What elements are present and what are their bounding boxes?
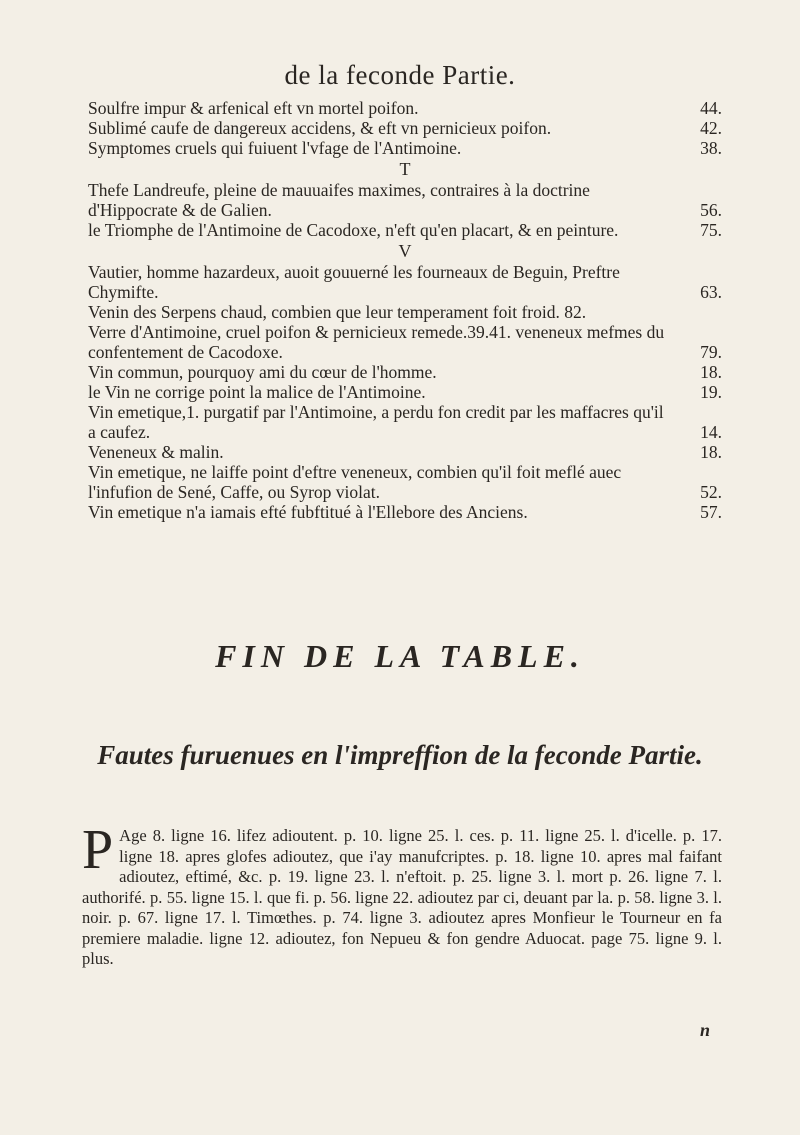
entry-page-number: 75. bbox=[700, 220, 722, 240]
entry-text: Thefe Landreufe, pleine de mauuaifes maximes, contraires à la doctrine d'Hippocrate & de Galien. bbox=[88, 180, 590, 220]
errata-body bbox=[82, 819, 722, 970]
entry-page-number: 18. bbox=[700, 442, 722, 462]
entry-text: le Triomphe de l'Antimoine de Cacodoxe, n'eft qu'en placart, & en peinture. bbox=[88, 220, 619, 240]
index-entry bbox=[88, 302, 722, 322]
entry-page-number: 42. bbox=[700, 118, 722, 138]
catchword: n bbox=[700, 1020, 711, 1040]
index-entry bbox=[88, 382, 722, 402]
entry-text: Vin emetique, ne laiffe point d'eftre veneneux, combien qu'il foit meflé auec l'infufion de Sené, Caffe, ou Syrop violat. bbox=[88, 462, 622, 502]
end-of-table-heading: FIN DE LA TABLE. bbox=[215, 638, 585, 674]
entry-text: Soulfre impur & arfenical eft vn mortel poifon. bbox=[88, 98, 419, 118]
index-entry bbox=[88, 402, 722, 442]
entry-page-number: 14. bbox=[700, 422, 722, 442]
running-header: de la feconde Partie. bbox=[284, 60, 516, 90]
entry-text: Vautier, homme hazardeux, auoit gouuerné les fourneaux de Beguin, Preftre Chymifte. bbox=[88, 262, 620, 302]
entry-text: Vin emetique,1. purgatif par l'Antimoine, a perdu fon credit par les maffacres qu'il a caufez. bbox=[88, 402, 664, 442]
entry-text: le Vin ne corrige point la malice de l'Antimoine. bbox=[88, 382, 426, 402]
entry-page-number: 63. bbox=[700, 282, 722, 302]
entry-page-number: 57. bbox=[700, 502, 722, 522]
index-entry bbox=[88, 322, 722, 362]
entry-text: Venin des Serpens chaud, combien que leur temperament foit froid. 82. bbox=[88, 302, 587, 322]
index-entry bbox=[88, 502, 722, 522]
index-entry bbox=[88, 98, 722, 118]
index-entry bbox=[88, 138, 722, 158]
errata-title: Fautes furuenues en l'impreffion de la feconde Partie. bbox=[97, 740, 703, 770]
index-entries bbox=[88, 98, 722, 522]
entry-page-number: 44. bbox=[700, 98, 722, 118]
entry-page-number: 79. bbox=[700, 342, 722, 362]
index-entry bbox=[88, 220, 722, 240]
index-entry bbox=[88, 180, 722, 220]
entry-page-number: 38. bbox=[700, 138, 722, 158]
entry-text: Vin commun, pourquoy ami du cœur de l'homme. bbox=[88, 362, 437, 382]
entry-text: Verre d'Antimoine, cruel poifon & pernicieux remede.39.41. veneneux mefmes du confentement de Cacodoxe. bbox=[88, 322, 665, 362]
entry-text: Sublimé caufe de dangereux accidens, & eft vn pernicieux poifon. bbox=[88, 118, 552, 138]
index-entry bbox=[88, 262, 722, 302]
index-entry bbox=[88, 362, 722, 382]
entry-page-number: 18. bbox=[700, 362, 722, 382]
entry-page-number: 19. bbox=[700, 382, 722, 402]
entry-text: Symptomes cruels qui fuiuent l'vfage de l'Antimoine. bbox=[88, 138, 462, 158]
entry-page-number: 56. bbox=[700, 200, 722, 220]
section-letter: T bbox=[399, 159, 411, 179]
entry-page-number: 52. bbox=[700, 482, 722, 502]
section-letter: V bbox=[398, 241, 412, 261]
index-entry bbox=[88, 442, 722, 462]
drop-cap: P bbox=[82, 819, 114, 881]
entry-text: Vin emetique n'a iamais efté fubftitué à l'Ellebore des Anciens. bbox=[88, 502, 528, 522]
errata-text: Age 8. ligne 16. lifez adioutent. p. 10. ligne 25. l. ces. p. 11. ligne 25. l. d'icelle. p. 17. ligne 18. apres glofes adioutez, que i'ay manufcriptes. p. 18. ligne 10. apres mal faifant adioutez, eftimé, &c. p. 19. ligne 23. l. n'eftoit. p. 25. ligne 3. l. mort p. 26. ligne 7. l. authorifé. p. 55. ligne 15. l. que fi. p. 56. ligne 22. adioutez par ci, deuant par la. p. 58. ligne 3. l. noir. p. 67. ligne 17. l. Timœthes. p. 74. ligne 3. adioutez apres Monfieur le Tourneur en fa premiere maladie. ligne 12. adioutez, fon Nepueu & fon gendre Aduocat. page 75. ligne 9. l. plus. bbox=[82, 826, 722, 968]
index-entry bbox=[88, 462, 722, 502]
entry-text: Veneneux & malin. bbox=[88, 442, 224, 462]
index-entry bbox=[88, 118, 722, 138]
